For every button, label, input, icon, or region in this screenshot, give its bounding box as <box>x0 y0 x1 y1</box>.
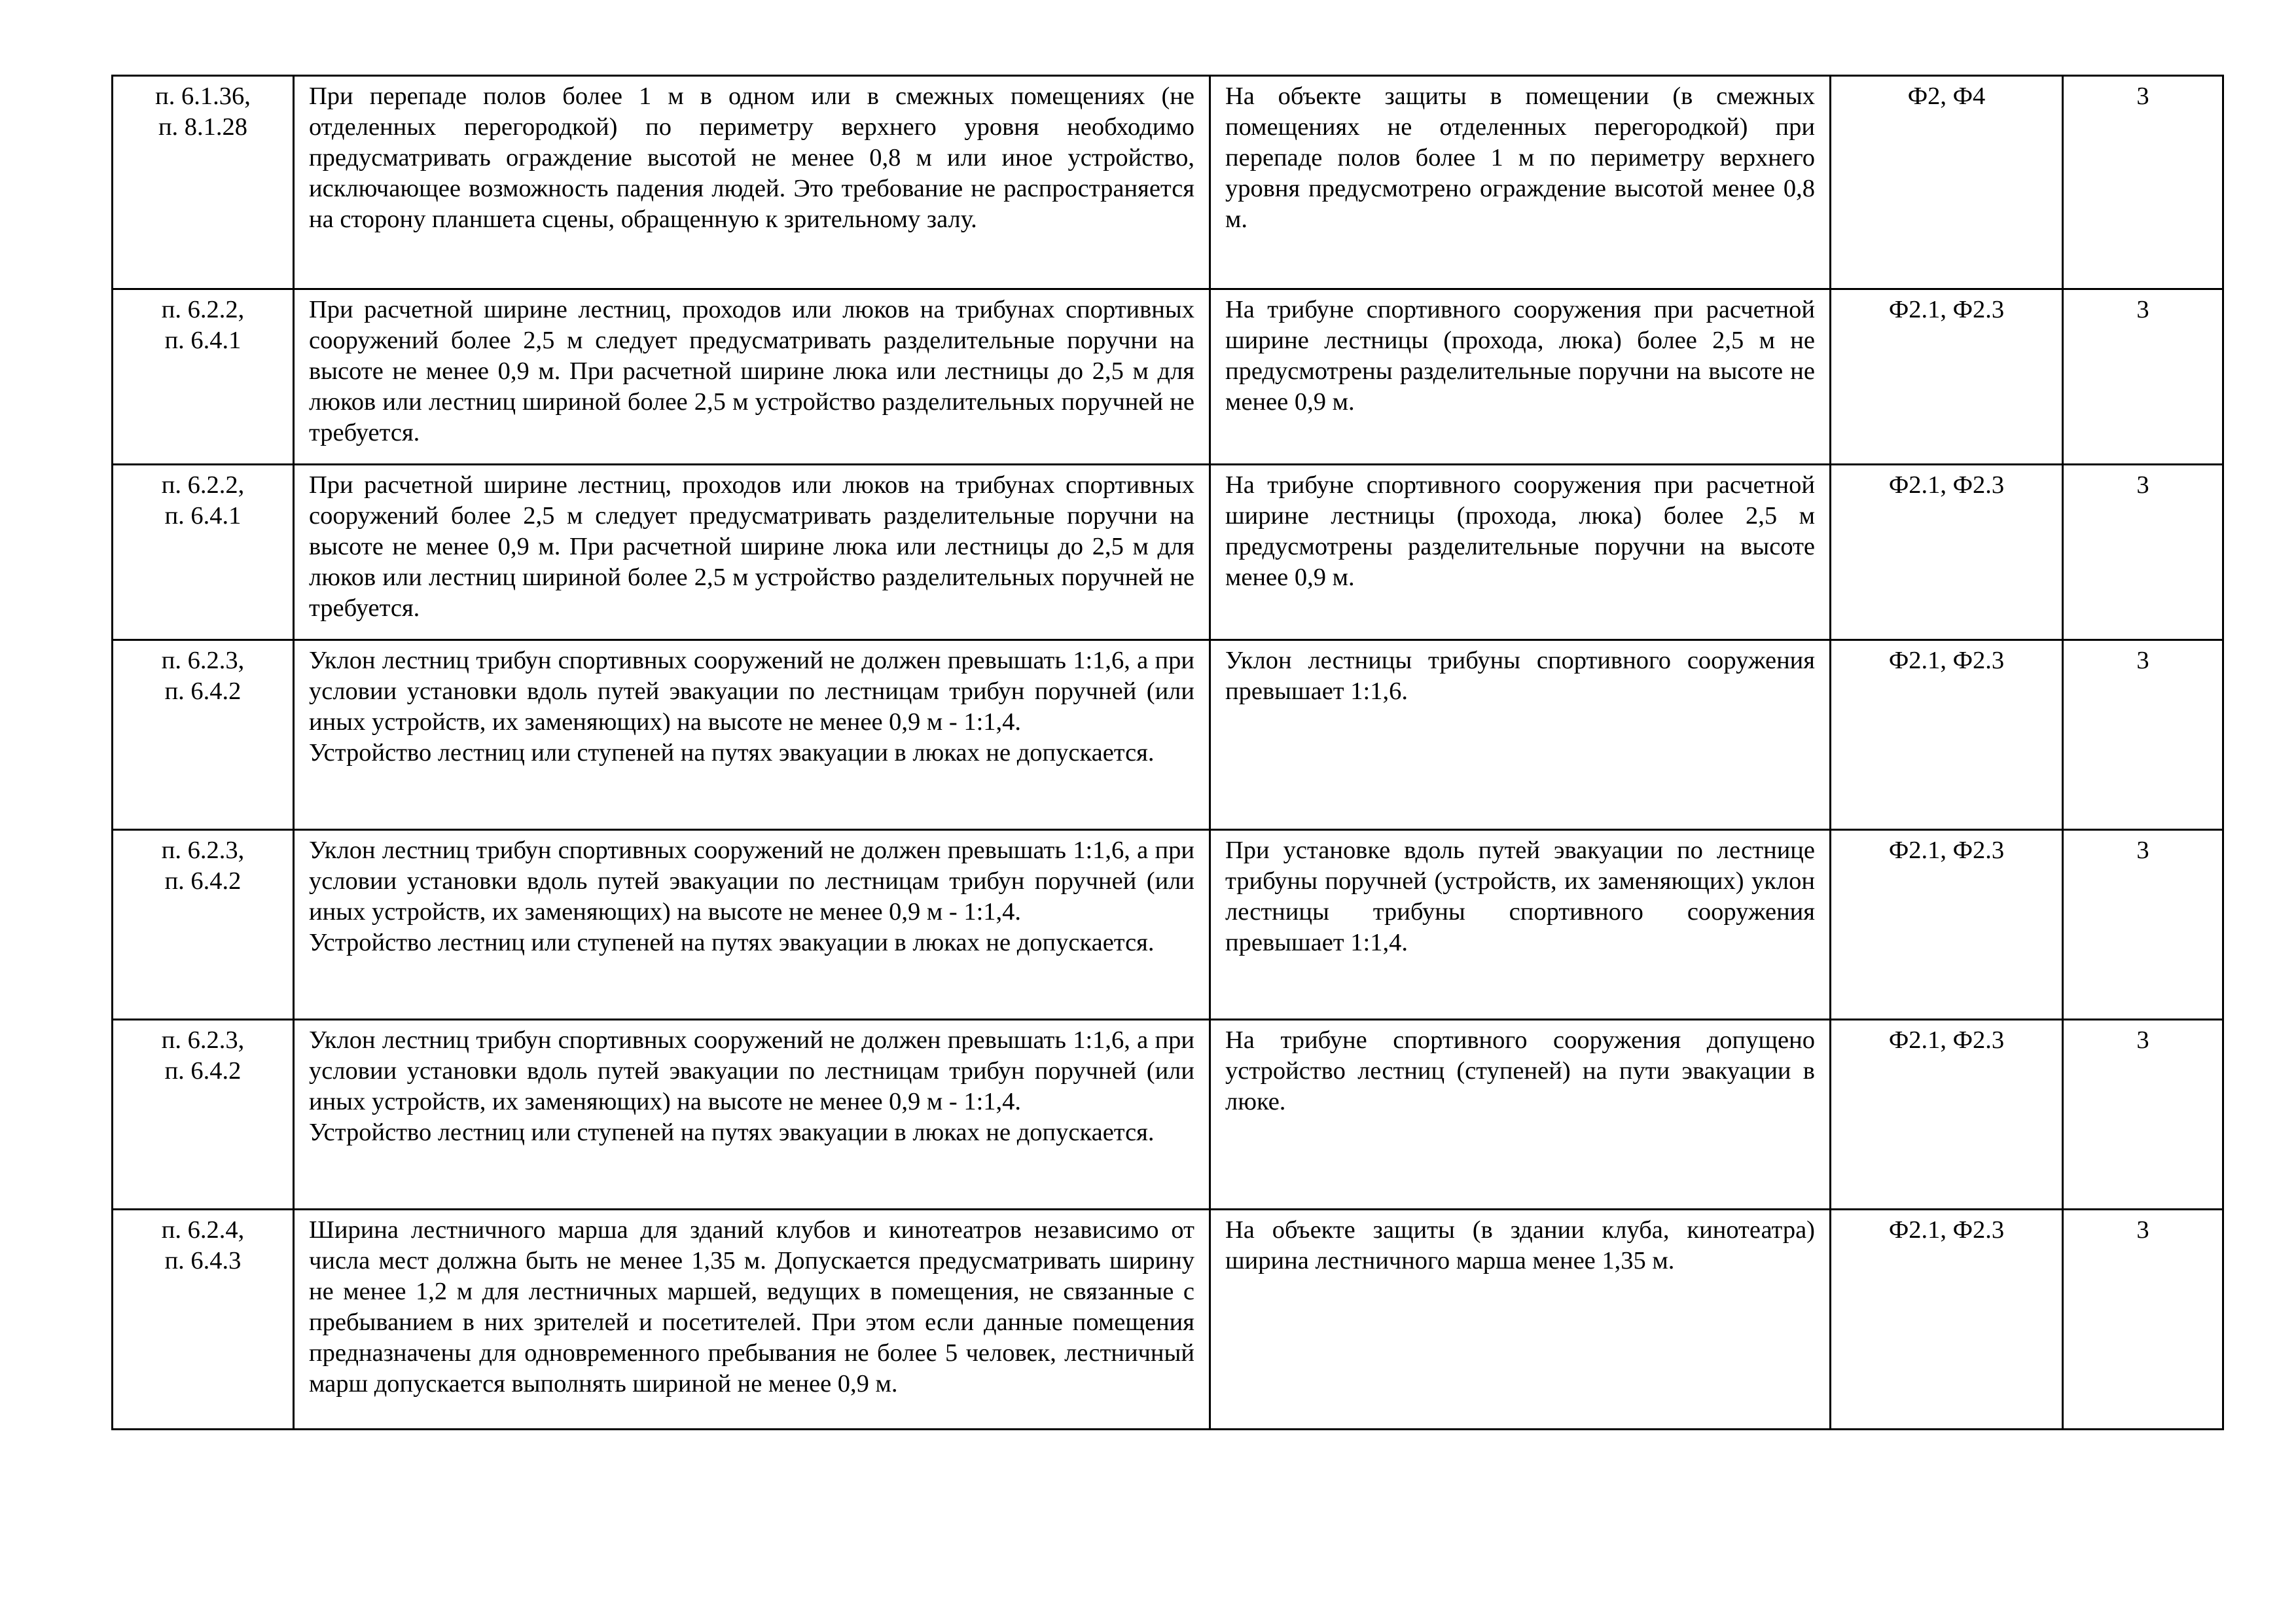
clause-reference-cell <box>113 1020 294 1210</box>
fire-hazard-class-cell: Ф2, Ф4 <box>1831 76 2063 289</box>
table-row <box>113 640 2223 830</box>
clause-reference-line: п. 6.4.2 <box>164 677 242 705</box>
clause-reference-line: п. 6.2.3, <box>161 647 245 674</box>
fire-hazard-class-cell: Ф2.1, Ф2.3 <box>1831 1020 2063 1210</box>
risk-category-cell: 3 <box>2063 76 2223 289</box>
requirement-cell <box>294 465 1210 640</box>
clause-reference-cell <box>113 640 294 830</box>
requirement-cell <box>294 1020 1210 1210</box>
clause-reference-line: п. 6.4.1 <box>164 502 242 530</box>
requirement-text: Ширина лестничного марша для зданий клубов и кинотеатров независимо от числа мест должна быть не менее 1,35 м. Допускается предусматривать ширину не менее 1,2 м для лестничных маршей, ведущих в помещения, не связанные с пребыванием в них зрителей и посетителей. При этом если данные помещения предназначены для одновременного пребывания не более 5 человек, лестничный марш допускается выполнять шириной не менее 0,9 м. <box>309 1216 1194 1398</box>
table-row <box>113 289 2223 465</box>
clause-reference-line: п. 6.4.3 <box>164 1247 242 1274</box>
requirement-text: При расчетной ширине лестниц, проходов или люков на трибунах спортивных сооружений более 2,5 м следует предусматривать разделительные поручни на высоте не менее 0,9 м. При расчетной ширине люка или лестницы до 2,5 м для люков или лестниц шириной более 2,5 м устройство разделительных поручней не требуется. <box>309 296 1194 446</box>
clause-reference-line: п. 6.2.2, <box>161 471 245 499</box>
table-row <box>113 1020 2223 1210</box>
risk-category-cell: 3 <box>2063 1020 2223 1210</box>
clause-reference-cell <box>113 1210 294 1430</box>
requirement-text: Уклон лестниц трибун спортивных сооружений не должен превышать 1:1,6, а при условии установки вдоль путей эвакуации по лестницам трибун поручней (или иных устройств, их заменяющих) на высоте не менее 0,9 м - 1:1,4. <box>309 837 1194 926</box>
clause-reference-line: п. 6.2.3, <box>161 837 245 864</box>
clause-reference-cell <box>113 289 294 465</box>
clause-reference-cell <box>113 465 294 640</box>
requirement-cell <box>294 76 1210 289</box>
violation-cell: На трибуне спортивного сооружения при расчетной ширине лестницы (прохода, люка) более 2,5 м предусмотрены разделительные поручни на высоте менее 0,9 м. <box>1210 465 1831 640</box>
requirement-text: Устройство лестниц или ступеней на путях эвакуации в люках не допускается. <box>309 739 1155 767</box>
clause-reference-line: п. 6.2.3, <box>161 1026 245 1054</box>
fire-hazard-class-cell: Ф2.1, Ф2.3 <box>1831 1210 2063 1430</box>
risk-category-cell: 3 <box>2063 465 2223 640</box>
fire-hazard-class-cell: Ф2.1, Ф2.3 <box>1831 830 2063 1020</box>
risk-category-cell: 3 <box>2063 640 2223 830</box>
violation-cell: На трибуне спортивного сооружения допущено устройство лестниц (ступеней) на пути эвакуации в люке. <box>1210 1020 1831 1210</box>
violation-cell: На объекте защиты в помещении (в смежных помещениях не отделенных перегородкой) при перепаде полов более 1 м по периметру верхнего уровня предусмотрено ограждение высотой менее 0,8 м. <box>1210 76 1831 289</box>
requirement-cell <box>294 830 1210 1020</box>
requirement-text: Уклон лестниц трибун спортивных сооружений не должен превышать 1:1,6, а при условии установки вдоль путей эвакуации по лестницам трибун поручней (или иных устройств, их заменяющих) на высоте не менее 0,9 м - 1:1,4. <box>309 1026 1194 1115</box>
clause-reference-line: п. 6.4.1 <box>164 327 242 354</box>
fire-hazard-class-cell: Ф2.1, Ф2.3 <box>1831 289 2063 465</box>
table-row <box>113 76 2223 289</box>
clause-reference-line: п. 6.1.36, <box>155 82 251 110</box>
requirement-cell <box>294 1210 1210 1430</box>
clause-reference-line: п. 8.1.28 <box>158 113 248 141</box>
risk-category-cell: 3 <box>2063 830 2223 1020</box>
requirement-text: Уклон лестниц трибун спортивных сооружений не должен превышать 1:1,6, а при условии установки вдоль путей эвакуации по лестницам трибун поручней (или иных устройств, их заменяющих) на высоте не менее 0,9 м - 1:1,4. <box>309 647 1194 736</box>
violation-cell: При установке вдоль путей эвакуации по лестнице трибуны поручней (устройств, их заменяющих) уклон лестницы трибуны спортивного сооружения превышает 1:1,4. <box>1210 830 1831 1020</box>
table-row <box>113 1210 2223 1430</box>
requirements-table <box>111 75 2224 1430</box>
clause-reference-line: п. 6.2.4, <box>161 1216 245 1244</box>
requirement-text: При перепаде полов более 1 м в одном или в смежных помещениях (не отделенных перегородкой) по периметру верхнего уровня необходимо предусматривать ограждение высотой не менее 0,8 м или иное устройство, исключающее возможность падения людей. Это требование не распространяется на сторону планшета сцены, обращенную к зрительному залу. <box>309 82 1194 233</box>
table-row <box>113 465 2223 640</box>
risk-category-cell: 3 <box>2063 1210 2223 1430</box>
requirement-text: Устройство лестниц или ступеней на путях эвакуации в люках не допускается. <box>309 929 1155 956</box>
clause-reference-cell <box>113 830 294 1020</box>
table-row <box>113 830 2223 1020</box>
clause-reference-line: п. 6.4.2 <box>164 867 242 895</box>
requirement-cell <box>294 289 1210 465</box>
requirement-text: Устройство лестниц или ступеней на путях эвакуации в люках не допускается. <box>309 1119 1155 1146</box>
fire-hazard-class-cell: Ф2.1, Ф2.3 <box>1831 465 2063 640</box>
violation-cell: На объекте защиты (в здании клуба, кинотеатра) ширина лестничного марша менее 1,35 м. <box>1210 1210 1831 1430</box>
requirement-cell <box>294 640 1210 830</box>
risk-category-cell: 3 <box>2063 289 2223 465</box>
fire-hazard-class-cell: Ф2.1, Ф2.3 <box>1831 640 2063 830</box>
requirement-text: При расчетной ширине лестниц, проходов или люков на трибунах спортивных сооружений более 2,5 м следует предусматривать разделительные поручни на высоте не менее 0,9 м. При расчетной ширине люка или лестницы до 2,5 м для люков или лестниц шириной более 2,5 м устройство разделительных поручней не требуется. <box>309 471 1194 622</box>
violation-cell: На трибуне спортивного сооружения при расчетной ширине лестницы (прохода, люка) более 2,5 м не предусмотрены разделительные поручни на высоте не менее 0,9 м. <box>1210 289 1831 465</box>
clause-reference-line: п. 6.4.2 <box>164 1057 242 1085</box>
violation-cell: Уклон лестницы трибуны спортивного сооружения превышает 1:1,6. <box>1210 640 1831 830</box>
clause-reference-line: п. 6.2.2, <box>161 296 245 323</box>
clause-reference-cell <box>113 76 294 289</box>
